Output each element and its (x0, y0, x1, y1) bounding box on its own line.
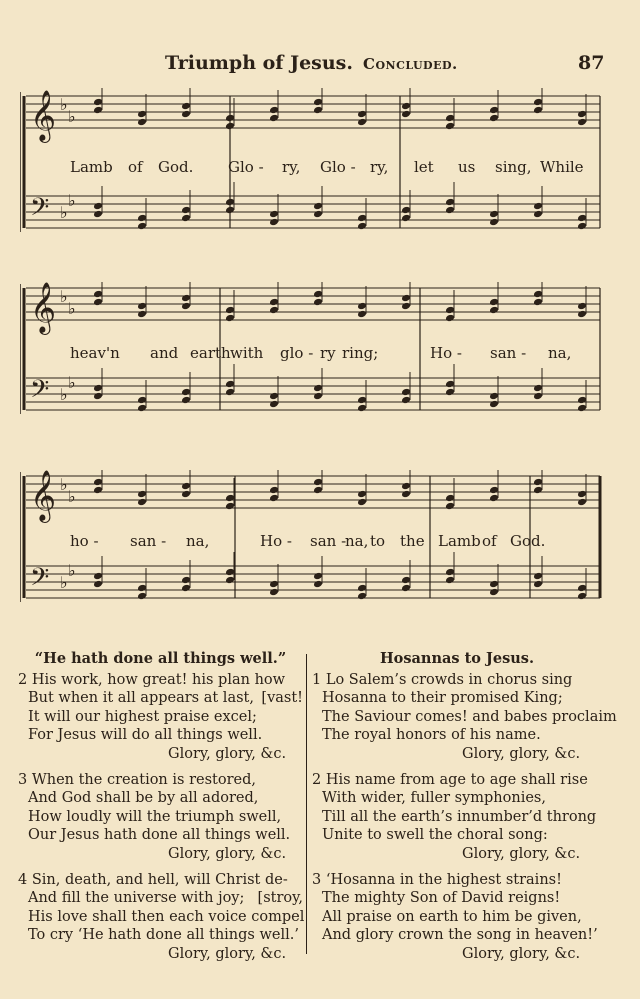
note-head (357, 396, 367, 405)
note-head (313, 486, 323, 495)
verse-line (18, 808, 303, 827)
lyric-syllable: na, (186, 532, 210, 550)
note-head (137, 302, 147, 311)
verse-text: 4 Sin, death, and hell, will Christ de- (18, 871, 288, 888)
lyric-syllable: us (458, 158, 476, 176)
verse-line (312, 671, 602, 690)
note-head (577, 214, 587, 223)
lyrics-line (20, 158, 602, 180)
verse-text: Unite to swell the choral song: (322, 827, 548, 844)
flat-icon: ♭ (68, 561, 76, 580)
note-head (489, 580, 499, 589)
lyric-syllable: Ho - (260, 532, 292, 550)
note-head (577, 592, 587, 601)
stanza (312, 771, 602, 864)
note-head (577, 118, 587, 127)
lyric-syllable: san - (490, 344, 527, 362)
lyric-syllable: na, (548, 344, 572, 362)
verse-line (18, 871, 303, 890)
verse-text: And glory crown the song in heaven!’ (322, 927, 598, 944)
note-head (357, 110, 367, 119)
verse-line (18, 708, 303, 727)
verse-text: The Saviour comes! and babes proclaim (322, 708, 617, 725)
lyric-syllable: ry, (282, 158, 301, 176)
note-head (313, 572, 323, 581)
note-head (401, 576, 411, 585)
note-head (445, 122, 455, 131)
note-head (181, 110, 191, 119)
note-head (357, 490, 367, 499)
hymn-title: Triumph of Jesus. (165, 52, 353, 74)
lyric-syllable: Lamb (438, 532, 481, 550)
note-head (225, 122, 235, 131)
note-head (401, 302, 411, 311)
note-head (445, 114, 455, 123)
note-head (269, 210, 279, 219)
lyric-syllable: ring; (342, 344, 379, 362)
note-head (357, 214, 367, 223)
note-head (401, 490, 411, 499)
note-head (137, 592, 147, 601)
hymn-verses (0, 650, 640, 990)
note-head (401, 206, 411, 215)
note-head (313, 98, 323, 107)
note-head (137, 310, 147, 319)
note-head (225, 198, 235, 207)
flat-icon: ♭ (68, 191, 76, 210)
note-head (401, 294, 411, 303)
hymn-subtitle: Concluded. (363, 55, 458, 73)
hymn-column-left (18, 650, 303, 971)
lyric-syllable: and (150, 344, 179, 362)
note-head (181, 388, 191, 397)
verse-line (312, 808, 602, 827)
verse-line (312, 871, 602, 890)
verse-line (18, 789, 303, 808)
note-head (269, 306, 279, 315)
turnover-fragment: [stroy, (257, 890, 303, 907)
verse-text: The royal honors of his name. (322, 727, 541, 744)
bass-staff (26, 561, 600, 598)
treble-staff (26, 90, 600, 143)
note-head (137, 110, 147, 119)
verse-text: 2 His name from age to age shall rise (312, 771, 588, 788)
note-head (181, 206, 191, 215)
note-head (181, 294, 191, 303)
chorus-reference (312, 745, 602, 764)
lyric-syllable: the (400, 532, 425, 550)
note-head (93, 202, 103, 211)
note-head (577, 302, 587, 311)
note-head (489, 114, 499, 123)
page-number: 87 (578, 52, 605, 74)
verse-text: 3 When the creation is restored, (18, 771, 256, 788)
verse-line (312, 726, 602, 745)
note-head (401, 102, 411, 111)
note-head (489, 486, 499, 495)
flat-icon: ♭ (68, 299, 76, 318)
note-head (225, 314, 235, 323)
lyric-syllable: glo - (280, 344, 314, 362)
note-head (533, 486, 543, 495)
lyric-syllable: san - (310, 532, 347, 550)
note-head (225, 502, 235, 511)
note-head (137, 222, 147, 231)
note-head (577, 396, 587, 405)
verse-text: How loudly will the triumph swell, (28, 808, 282, 825)
note-head (445, 576, 455, 585)
note-head (533, 298, 543, 307)
note-head (357, 498, 367, 507)
note-head (181, 584, 191, 593)
treble-clef-icon: 𝄞 (30, 470, 57, 521)
note-head (577, 110, 587, 119)
note-head (313, 290, 323, 299)
note-head (313, 384, 323, 393)
note-head (93, 580, 103, 589)
verse-text: His love shall then each voice compel (28, 908, 305, 925)
note-head (225, 380, 235, 389)
note-head (269, 494, 279, 503)
verse-text: But when it all appears at last, (28, 690, 254, 707)
verse-text: Glory, glory, &c. (462, 745, 581, 762)
verse-text: It will our highest praise excel; (28, 708, 257, 725)
note-head (357, 302, 367, 311)
verse-line (312, 926, 602, 945)
note-head (357, 404, 367, 413)
note-head (401, 584, 411, 593)
verse-line (312, 908, 602, 927)
verse-text: Glory, glory, &c. (462, 845, 581, 862)
note-head (577, 404, 587, 413)
note-head (269, 400, 279, 409)
note-head (533, 384, 543, 393)
lyric-syllable: with (230, 344, 264, 362)
note-head (313, 392, 323, 401)
lyric-syllable: of (482, 532, 497, 550)
note-head (181, 576, 191, 585)
bass-staff (26, 373, 600, 410)
flat-icon: ♭ (60, 203, 68, 222)
note-head (577, 498, 587, 507)
treble-clef-icon: 𝄞 (30, 282, 57, 333)
note-head (445, 314, 455, 323)
note-head (401, 110, 411, 119)
note-head (533, 98, 543, 107)
lyric-syllable: to (370, 532, 386, 550)
note-head (181, 396, 191, 405)
note-head (93, 290, 103, 299)
flat-icon: ♭ (68, 487, 76, 506)
note-head (225, 568, 235, 577)
note-head (401, 396, 411, 405)
chorus-reference (312, 845, 602, 864)
lyric-syllable: of (128, 158, 143, 176)
flat-icon: ♭ (60, 573, 68, 592)
note-head (533, 478, 543, 487)
note-head (489, 210, 499, 219)
note-head (357, 592, 367, 601)
note-head (313, 298, 323, 307)
note-head (533, 106, 543, 115)
verse-line (312, 789, 602, 808)
note-head (181, 214, 191, 223)
note-head (489, 218, 499, 227)
lyric-syllable: na, (345, 532, 369, 550)
note-head (489, 400, 499, 409)
flat-icon: ♭ (60, 385, 68, 404)
note-head (313, 106, 323, 115)
note-head (181, 102, 191, 111)
flat-icon: ♭ (60, 95, 68, 114)
lyric-syllable: Ho - (430, 344, 462, 362)
verse-text: For Jesus will do all things well. (28, 727, 263, 744)
verse-text: The mighty Son of David reigns! (322, 890, 561, 907)
note-head (269, 580, 279, 589)
note-head (313, 580, 323, 589)
note-head (489, 306, 499, 315)
turnover-fragment: [vast! (261, 690, 303, 707)
note-head (357, 584, 367, 593)
note-head (93, 210, 103, 219)
note-head (181, 490, 191, 499)
treble-clef-icon: 𝄞 (30, 90, 57, 141)
note-head (445, 388, 455, 397)
note-head (533, 580, 543, 589)
verse-text: 3 ‘Hosanna in the highest strains! (312, 871, 562, 888)
note-head (137, 118, 147, 127)
verse-line (312, 771, 602, 790)
note-head (225, 388, 235, 397)
note-head (269, 106, 279, 115)
lyric-syllable: sing, (495, 158, 532, 176)
lyrics-line (20, 532, 602, 554)
lyric-syllable: ho - (70, 532, 99, 550)
note-head (357, 222, 367, 231)
verse-line (18, 908, 303, 927)
verse-text: And fill the universe with joy; (28, 890, 245, 907)
treble-staff (26, 282, 600, 335)
lyric-syllable: Lamb (70, 158, 113, 176)
lyric-syllable: ry, (370, 158, 389, 176)
verse-line (312, 708, 617, 727)
chorus-reference (18, 745, 303, 764)
verse-text: Hosanna to their promised King; (322, 690, 563, 707)
stanza (18, 771, 303, 864)
note-head (93, 392, 103, 401)
note-head (577, 310, 587, 319)
verse-text: All praise on earth to him be given, (322, 908, 582, 925)
verse-text: Glory, glory, &c. (168, 845, 287, 862)
lyric-syllable: earth (190, 344, 231, 362)
bass-staff (26, 191, 600, 228)
bass-clef-icon: 𝄢 (30, 563, 50, 598)
note-head (137, 498, 147, 507)
lyric-syllable: God. (158, 158, 194, 176)
verse-line (312, 689, 602, 708)
note-head (489, 392, 499, 401)
verse-text: And God shall be by all adored, (28, 790, 259, 807)
note-head (489, 106, 499, 115)
note-head (269, 588, 279, 597)
note-head (93, 384, 103, 393)
note-head (445, 206, 455, 215)
lyric-syllable: heav'n (70, 344, 120, 362)
note-head (93, 486, 103, 495)
lyrics-line (20, 344, 602, 366)
note-head (445, 198, 455, 207)
verse-text: Glory, glory, &c. (168, 945, 287, 962)
verse-line (312, 826, 602, 845)
note-head (401, 214, 411, 223)
note-head (489, 494, 499, 503)
verse-text: To cry ‘He hath done all things well.’ (28, 927, 299, 944)
verse-line (18, 826, 303, 845)
stanza (18, 671, 303, 764)
note-head (401, 482, 411, 491)
stanza (312, 671, 617, 764)
lyric-syllable: let (414, 158, 434, 176)
note-head (357, 310, 367, 319)
verse-text: Our Jesus hath done all things well. (28, 827, 291, 844)
note-head (445, 306, 455, 315)
note-head (357, 118, 367, 127)
verse-line (18, 926, 303, 945)
note-head (533, 210, 543, 219)
note-head (181, 302, 191, 311)
lyric-syllable: While (540, 158, 584, 176)
page-header (0, 52, 640, 82)
note-head (445, 494, 455, 503)
hymn-column-title: “He hath done all things well.” (34, 650, 287, 667)
note-head (225, 306, 235, 315)
note-head (225, 576, 235, 585)
note-head (93, 572, 103, 581)
note-head (269, 392, 279, 401)
note-head (137, 396, 147, 405)
music-system-2 (20, 282, 602, 442)
verse-text: 2 His work, how great! his plan how (18, 671, 286, 688)
note-head (269, 218, 279, 227)
note-head (445, 568, 455, 577)
verse-text: Glory, glory, &c. (462, 945, 581, 962)
flat-icon: ♭ (68, 373, 76, 392)
note-head (137, 490, 147, 499)
note-head (181, 482, 191, 491)
note-head (533, 202, 543, 211)
music-system-1 (20, 88, 602, 248)
treble-staff (26, 470, 600, 523)
note-head (93, 98, 103, 107)
note-head (489, 588, 499, 597)
note-head (93, 106, 103, 115)
note-head (93, 298, 103, 307)
note-head (445, 380, 455, 389)
lyric-syllable: ry (320, 344, 336, 362)
note-head (137, 214, 147, 223)
note-head (313, 202, 323, 211)
stanza (312, 871, 602, 964)
lyric-syllable: Glo - (320, 158, 356, 176)
column-divider (306, 654, 307, 954)
bass-clef-icon: 𝄢 (30, 375, 50, 410)
note-head (313, 210, 323, 219)
stanza (18, 871, 303, 964)
note-head (533, 290, 543, 299)
verse-line (18, 671, 303, 690)
verse-line (312, 889, 602, 908)
verse-text: 1 Lo Salem’s crowds in chorus sing (312, 671, 573, 688)
chorus-reference (312, 945, 602, 964)
note-head (225, 114, 235, 123)
note-head (313, 478, 323, 487)
note-head (445, 502, 455, 511)
flat-icon: ♭ (68, 107, 76, 126)
verse-text: With wider, fuller symphonies, (322, 790, 546, 807)
hymn-column-right (312, 650, 617, 971)
note-head (489, 298, 499, 307)
note-head (401, 388, 411, 397)
note-head (93, 478, 103, 487)
note-head (577, 222, 587, 231)
hymn-column-title: Hosannas to Jesus. (379, 650, 535, 667)
lyric-syllable: san - (130, 532, 167, 550)
flat-icon: ♭ (60, 287, 68, 306)
bass-clef-icon: 𝄢 (30, 193, 50, 228)
verse-line (18, 889, 303, 908)
verse-text: Till all the earth’s innumber’d throng (322, 808, 597, 825)
flat-icon: ♭ (60, 475, 68, 494)
note-head (269, 486, 279, 495)
note-head (137, 404, 147, 413)
verse-text: Glory, glory, &c. (168, 745, 287, 762)
verse-line (18, 726, 303, 745)
note-head (225, 494, 235, 503)
note-head (137, 584, 147, 593)
lyric-syllable: Glo - (228, 158, 264, 176)
verse-line (18, 689, 303, 708)
note-head (225, 206, 235, 215)
verse-line (18, 771, 303, 790)
note-head (577, 490, 587, 499)
chorus-reference (18, 945, 303, 964)
chorus-reference (18, 845, 303, 864)
note-head (577, 584, 587, 593)
note-head (533, 572, 543, 581)
note-head (533, 392, 543, 401)
lyric-syllable: God. (510, 532, 546, 550)
note-head (269, 298, 279, 307)
note-head (269, 114, 279, 123)
music-system-3 (20, 470, 602, 630)
